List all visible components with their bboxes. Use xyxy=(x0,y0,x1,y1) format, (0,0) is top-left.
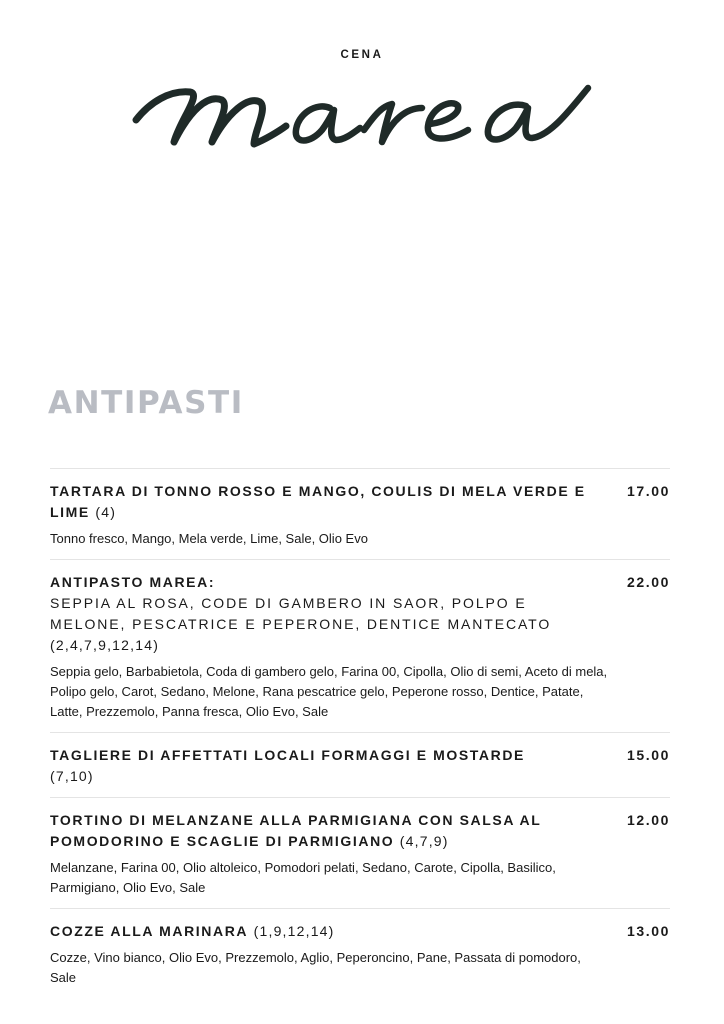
dish-price: 15.00 xyxy=(626,747,670,763)
marea-logo xyxy=(130,80,594,158)
menu-list xyxy=(50,468,670,998)
dish-price: 17.00 xyxy=(626,483,670,499)
dish-name xyxy=(50,745,590,787)
dish-name-bold: COZZE ALLA MARINARA xyxy=(50,923,249,939)
dish-name xyxy=(50,921,590,942)
dish-name-bold: TORTINO DI MELANZANE ALLA PARMIGIANA CON SALSA AL POMODORINO E SCAGLIE DI PARMIGIANO xyxy=(50,812,542,849)
dish-ingredients: Tonno fresco, Mango, Mela verde, Lime, Sale, Olio Evo xyxy=(50,531,368,546)
menu-eyebrow: CENA xyxy=(340,49,384,61)
menu-item xyxy=(50,559,670,732)
dish-ingredients: Melanzane, Farina 00, Olio altoleico, Pomodori pelati, Sedano, Carote, Cipolla, Basilico, Parmigiano, Olio Evo, Sale xyxy=(50,860,556,895)
dish-name-bold: TAGLIERE DI AFFETTATI LOCALI FORMAGGI E MOSTARDE xyxy=(50,747,525,763)
section-title-antipasti: ANTIPASTI xyxy=(48,385,244,421)
dish-price: 22.00 xyxy=(626,574,670,590)
dish-name xyxy=(50,481,590,523)
dish-name xyxy=(50,572,590,656)
dish-allergens: (2,4,7,9,12,14) xyxy=(50,637,160,653)
dish-name-regular: SEPPIA AL ROSA, CODE DI GAMBERO IN SAOR, POLPO E MELONE, PESCATRICE E PEPERONE, DENTICE MANTECATO xyxy=(50,595,552,632)
dish-name-bold: TARTARA DI TONNO ROSSO E MANGO, COULIS DI MELA VERDE E LIME xyxy=(50,483,586,520)
dish-allergens: (7,10) xyxy=(50,768,94,784)
menu-item xyxy=(50,908,670,998)
dish-allergens: (4) xyxy=(95,504,117,520)
dish-allergens: (4,7,9) xyxy=(399,833,449,849)
dish-ingredients: Cozze, Vino bianco, Olio Evo, Prezzemolo, Aglio, Peperoncino, Pane, Passata di pomodoro, Sale xyxy=(50,950,581,985)
menu-item xyxy=(50,732,670,797)
dish-name xyxy=(50,810,590,852)
dish-price: 12.00 xyxy=(626,812,670,828)
menu-item xyxy=(50,797,670,908)
dish-ingredients: Seppia gelo, Barbabietola, Coda di gambero gelo, Farina 00, Cipolla, Olio di semi, Aceto di mela, Polipo gelo, Carot, Sedano, Melone, Rana pescatrice gelo, Peperone rosso, Dentice, Patate, Latte, Prezzemolo, Panna fresca, Olio Evo, Sale xyxy=(50,664,608,719)
dish-name-bold: ANTIPASTO MAREA: xyxy=(50,574,216,590)
dish-allergens: (1,9,12,14) xyxy=(253,923,335,939)
dish-price: 13.00 xyxy=(626,923,670,939)
menu-item xyxy=(50,468,670,559)
